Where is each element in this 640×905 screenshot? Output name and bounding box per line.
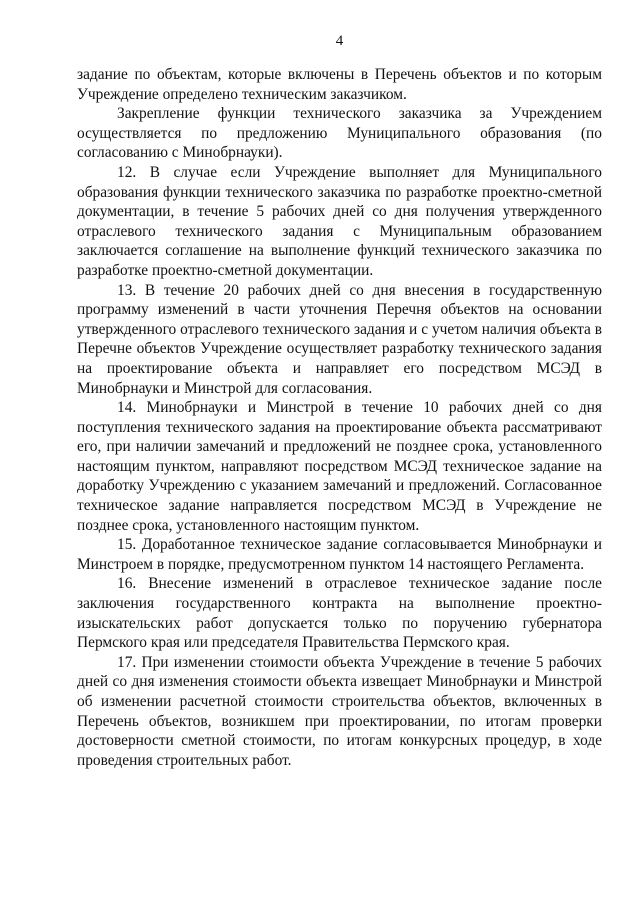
- paragraph-technical-customer-assignment: Закрепление функции технического заказчика за Учреждением осуществляется по предложению Муниципального образования (по согласованию с Минобрнауки).: [77, 105, 602, 162]
- paragraph-item-17: 17. При изменении стоимости объекта Учреждение в течение 5 рабочих дней со дня изменения стоимости объекта извещает Минобрнауки и Минстрой об изменении расчетной стоимости строительства объектов, включенных в Перечень объектов, возникшем при проектировании, по итогам проверки достоверности сметной стоимости, по итогам конкурсных процедур, в ходе проведения строительных работ.: [77, 653, 602, 769]
- paragraph-item-13: 13. В течение 20 рабочих дней со дня внесения в государственную программу изменений в части уточнения Перечня объектов на основании утвержденного отраслевого технического задания и с учетом наличия объекта в Перечне объектов Учреждение осуществляет разработку технического задания на проектирование объекта и направляет его посредством МСЭД в Минобрнауки и Минстрой для согласования.: [77, 281, 602, 397]
- paragraph-continuation: задание по объектам, которые включены в Перечень объектов и по которым Учреждение определено техническим заказчиком.: [77, 66, 602, 103]
- paragraph-item-12: 12. В случае если Учреждение выполняет для Муниципального образования функции технического заказчика по разработке проектно-сметной документации, в течение 5 рабочих дней со дня получения утвержденного отраслевого технического задания с Муниципальным образованием заключается соглашение на выполнение функций технического заказчика по разработке проектно-сметной документации.: [77, 163, 602, 279]
- paragraph-item-14: 14. Минобрнауки и Минстрой в течение 10 рабочих дней со дня поступления технического задания на проектирование объекта рассматривают его, при наличии замечаний и предложений не позднее срока, установленного настоящим пунктом, направляют посредством МСЭД техническое задание на доработку Учреждению с указанием замечаний и предложений. Согласованное техническое задание направляется посредством МСЭД в Учреждение не позднее срока, установленного настоящим пунктом.: [77, 399, 602, 534]
- paragraph-item-16: 16. Внесение изменений в отраслевое техническое задание после заключения государственного контракта на выполнение проектно-изыскательских работ допускается только по поручению губернатора Пермского края или председателя Правительства Пермского края.: [77, 575, 602, 652]
- paragraph-item-15: 15. Доработанное техническое задание согласовывается Минобрнауки и Минстроем в порядке, предусмотренном пунктом 14 настоящего Регламента.: [77, 536, 602, 573]
- page-number: 4: [335, 33, 344, 49]
